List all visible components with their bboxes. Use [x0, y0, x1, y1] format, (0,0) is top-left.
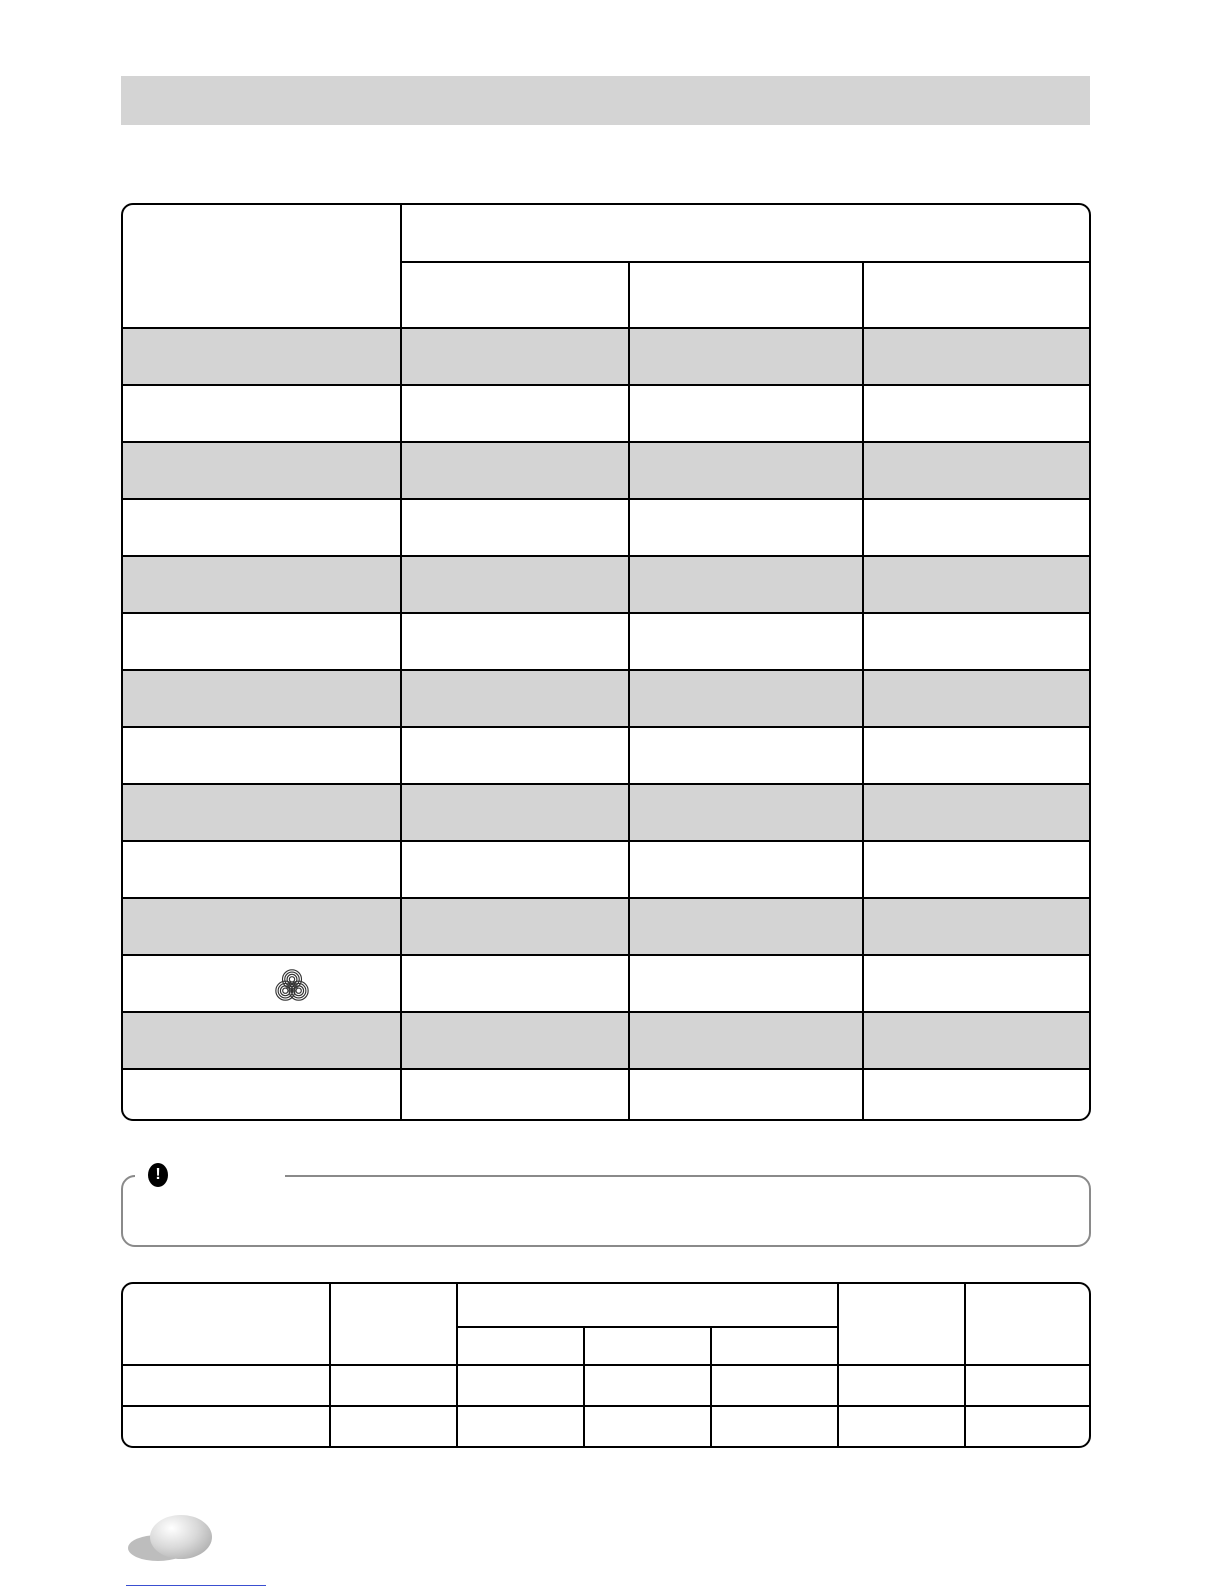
spec-cell: [331, 1366, 456, 1405]
row-label: [123, 671, 400, 728]
table-cell: [628, 1070, 862, 1121]
table-row: [123, 840, 1089, 899]
table-cell: [862, 386, 1089, 443]
table-row: [123, 1011, 1089, 1070]
table-cell: [400, 557, 628, 614]
table-cell: [862, 671, 1089, 728]
table-cell: [862, 842, 1089, 899]
row-label: [123, 329, 400, 386]
program-table: [121, 203, 1091, 1121]
table-cell: [862, 500, 1089, 557]
column-header-3: [864, 263, 1089, 327]
table-row: [123, 441, 1089, 500]
table-group-label: [402, 205, 1089, 261]
table-row: [123, 669, 1089, 728]
table-cell: [628, 1013, 862, 1070]
table-row: [123, 555, 1089, 614]
table-cell: [628, 500, 862, 557]
table-cell: [862, 329, 1089, 386]
table-cell: [400, 842, 628, 899]
table-cell: [400, 329, 628, 386]
spec-header-2: [331, 1284, 456, 1364]
note-box: [121, 1175, 1091, 1247]
table-row: [123, 498, 1089, 557]
spec-cell: [123, 1407, 329, 1446]
row-label: [123, 785, 400, 842]
table-row: [123, 327, 1089, 386]
spec-subheader-2: [585, 1328, 710, 1364]
table-cell: [400, 1070, 628, 1121]
spec-cell: [458, 1366, 583, 1405]
spec-cell: [712, 1407, 837, 1446]
row-label: [123, 500, 400, 557]
table-row: [123, 954, 1089, 1013]
table-cell: [400, 956, 628, 1013]
table-cell: [400, 1013, 628, 1070]
table-cell: [628, 671, 862, 728]
table-cell: [400, 899, 628, 956]
row-label: [123, 1070, 400, 1121]
table-row: [123, 897, 1089, 956]
table-cell: [862, 443, 1089, 500]
row-label: [123, 443, 400, 500]
spec-header-4: [839, 1284, 964, 1364]
row-label: [123, 557, 400, 614]
table-row: [123, 726, 1089, 785]
table-cell: [628, 842, 862, 899]
table-cell: [862, 728, 1089, 785]
table-cell: [628, 785, 862, 842]
table-cell: [862, 557, 1089, 614]
table-cell: [628, 386, 862, 443]
table-row: [123, 783, 1089, 842]
spec-cell: [839, 1407, 964, 1446]
spec-header-3: [458, 1284, 837, 1326]
column-divider: [628, 261, 630, 1119]
spec-cell: [966, 1366, 1089, 1405]
row-label: [123, 728, 400, 785]
table-cell: [400, 785, 628, 842]
spec-cell: [585, 1366, 710, 1405]
table-row: [123, 1068, 1089, 1121]
table-cell: [862, 614, 1089, 671]
woolmark-icon: [273, 966, 311, 1004]
table-cell: [628, 557, 862, 614]
row-label: [123, 899, 400, 956]
table-cell: [862, 956, 1089, 1013]
spec-subheader-1: [458, 1328, 583, 1364]
table-cell: [400, 671, 628, 728]
table-cell: [400, 500, 628, 557]
spec-cell: [123, 1366, 329, 1405]
column-header-1: [402, 263, 628, 327]
row-label: [123, 842, 400, 899]
table-row: [123, 612, 1089, 671]
column-divider: [400, 205, 402, 1119]
table-cell: [862, 899, 1089, 956]
column-divider: [862, 261, 864, 1119]
spec-header-1: [123, 1284, 329, 1364]
spec-table: [121, 1282, 1091, 1448]
table-row: [123, 384, 1089, 443]
table-cell: [400, 728, 628, 785]
table-cell: [400, 386, 628, 443]
table-cell: [628, 443, 862, 500]
row-label: [123, 1013, 400, 1070]
spec-cell: [966, 1407, 1089, 1446]
row-label: [123, 956, 400, 1013]
table-corner-label: [123, 205, 400, 327]
row-label: [123, 386, 400, 443]
table-cell: [628, 614, 862, 671]
table-cell: [628, 956, 862, 1013]
spec-cell: [712, 1366, 837, 1405]
table-cell: [628, 728, 862, 785]
spec-cell: [458, 1407, 583, 1446]
table-cell: [862, 1013, 1089, 1070]
table-cell: [400, 614, 628, 671]
spec-subheader-3: [712, 1328, 837, 1364]
table-cell: [400, 443, 628, 500]
page-number: [150, 1515, 212, 1559]
section-header-band: [121, 76, 1090, 125]
row-label: [123, 614, 400, 671]
spec-cell: [585, 1407, 710, 1446]
spec-header-5: [966, 1284, 1089, 1364]
spec-cell: [331, 1407, 456, 1446]
exclamation-icon: !: [148, 1163, 168, 1187]
table-cell: [628, 329, 862, 386]
table-cell: [628, 899, 862, 956]
spec-cell: [839, 1366, 964, 1405]
column-header-2: [630, 263, 862, 327]
table-cell: [862, 785, 1089, 842]
table-cell: [862, 1070, 1089, 1121]
